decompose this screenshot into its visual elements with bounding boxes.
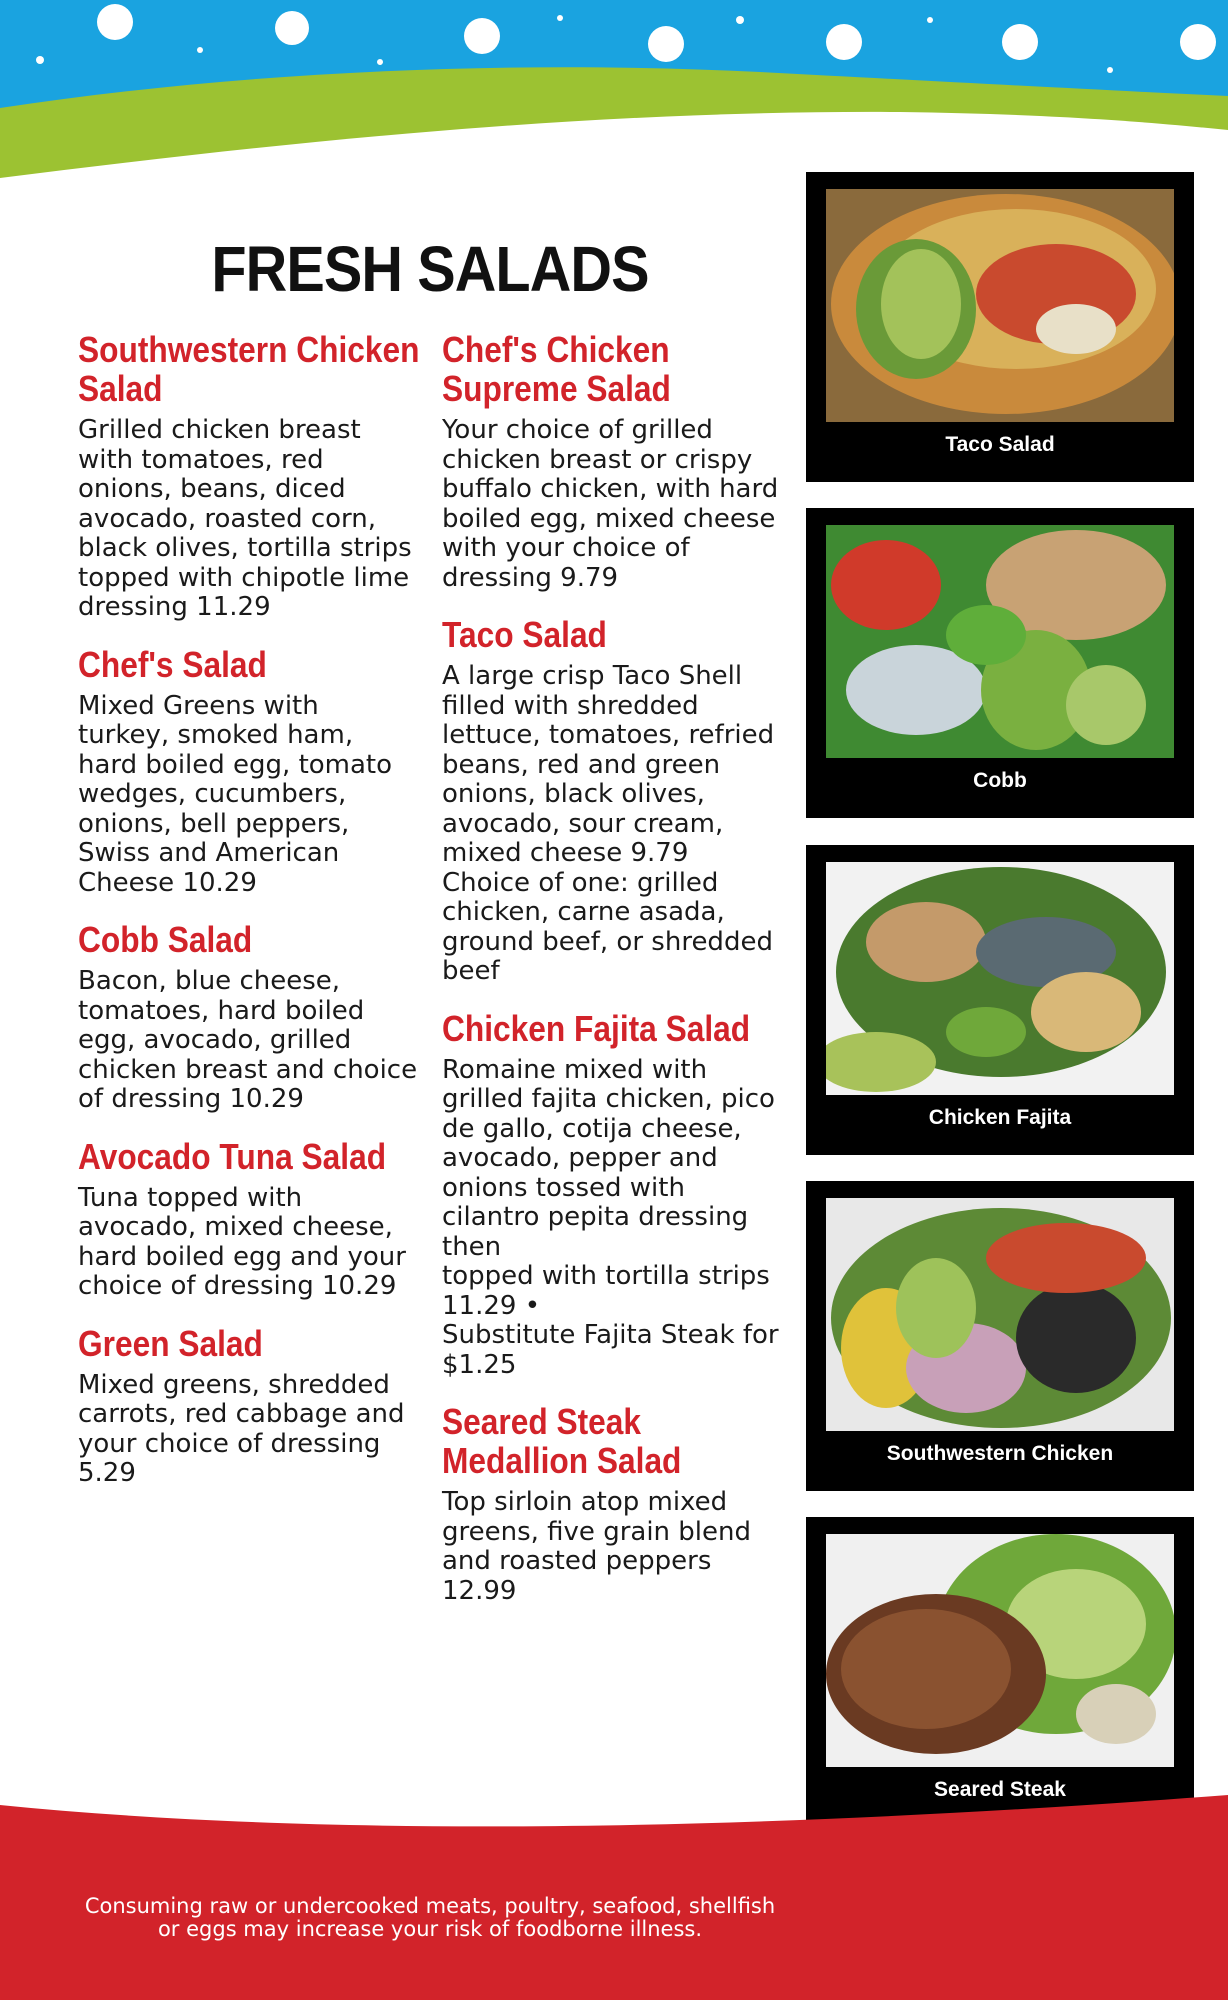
menu-item bbox=[442, 615, 782, 987]
menu-item bbox=[78, 1324, 418, 1489]
photo-card-southwestern-chicken bbox=[806, 1181, 1194, 1491]
seared-steak-photo bbox=[826, 1534, 1174, 1767]
chicken-fajita-photo bbox=[826, 862, 1174, 1095]
item-description: Grilled chicken breast with tomatoes, red onions, beans, diced avocado, roasted corn, black olives, tortilla strips topped with chipotle lime dressing 11.29 bbox=[78, 415, 412, 622]
sky-and-grass-graphic bbox=[0, 0, 1228, 190]
photo-card-taco-salad bbox=[806, 172, 1194, 482]
item-name: Southwestern Chicken Salad bbox=[78, 329, 420, 409]
photo-card-chicken-fajita bbox=[806, 845, 1194, 1155]
menu-item bbox=[78, 1137, 418, 1302]
item-name: Cobb Salad bbox=[78, 919, 253, 960]
cobb-salad-photo bbox=[826, 525, 1174, 758]
photo-caption: Chicken Fajita bbox=[928, 1106, 1072, 1129]
item-description: Tuna topped with avocado, mixed cheese, hard boiled egg and your choice of dressing 10.29 bbox=[78, 1182, 406, 1301]
menu-item bbox=[78, 645, 418, 899]
photo-card-cobb bbox=[806, 508, 1194, 818]
item-name: Green Salad bbox=[78, 1322, 263, 1364]
item-description: Your choice of grilled chicken breast or crispy buffalo chicken, with hard boiled egg, mixed cheese with your choice of dressing 9.79 bbox=[442, 415, 779, 593]
menu-item bbox=[78, 330, 418, 623]
item-name: Taco Salad bbox=[442, 614, 607, 655]
item-description: Bacon, blue cheese, tomatoes, hard boiled egg, avocado, grilled chicken breast and choice of dressing 10.29 bbox=[78, 966, 418, 1114]
top-decorative-band bbox=[0, 0, 1228, 190]
southwestern-chicken-photo bbox=[826, 1198, 1174, 1431]
menu-item bbox=[442, 1402, 782, 1606]
menu-item bbox=[442, 330, 782, 593]
menu-item bbox=[442, 1009, 782, 1381]
item-name: Avocado Tuna Salad bbox=[78, 1135, 387, 1177]
item-description: A large crisp Taco Shell filled with shredded lettuce, tomatoes, refried beans, red and green onions, black olives, avocado, sour cream, mixed cheese 9.79 Choice of one: grilled chicken, carne asada, ground beef, or shredded beef bbox=[442, 661, 775, 986]
menu-column-middle bbox=[442, 330, 782, 1628]
item-description: Mixed greens, shredded carrots, red cabbage and your choice of dressing 5.29 bbox=[78, 1369, 405, 1488]
foodborne-illness-disclaimer: Consuming raw or undercooked meats, poultry, seafood, shellfish or eggs may increase your risk of foodborne illness. bbox=[84, 1894, 776, 1941]
item-description: Romaine mixed with grilled fajita chicken, pico de gallo, cotija cheese, avocado, pepper and onions tossed with cilantro pepita dressing then topped with tortilla strips 11.29 • Substitute Fajita Steak for $1.25 bbox=[442, 1054, 779, 1380]
photo-card-seared-steak bbox=[806, 1517, 1194, 1827]
photo-caption: Southwestern Chicken bbox=[886, 1442, 1114, 1465]
photo-caption: Cobb bbox=[973, 769, 1027, 792]
page-title: FRESH SALADS bbox=[211, 233, 649, 305]
item-description: Mixed Greens with turkey, smoked ham, hard boiled egg, tomato wedges, cucumbers, onions, bell peppers, Swiss and American Cheese 10.29 bbox=[78, 690, 393, 898]
item-name: Seared Steak Medallion Salad bbox=[442, 1401, 682, 1481]
item-name: Chef's Salad bbox=[78, 643, 267, 685]
photo-caption: Taco Salad bbox=[945, 433, 1055, 456]
item-name: Chef's Chicken Supreme Salad bbox=[442, 329, 671, 409]
taco-salad-photo bbox=[826, 189, 1174, 422]
menu-column-left bbox=[78, 330, 418, 1511]
item-description: Top sirloin atop mixed greens, five grain blend and roasted peppers 12.99 bbox=[442, 1487, 751, 1606]
item-name: Chicken Fajita Salad bbox=[442, 1007, 751, 1049]
photo-caption: Seared Steak bbox=[934, 1778, 1066, 1801]
menu-item bbox=[78, 920, 418, 1115]
